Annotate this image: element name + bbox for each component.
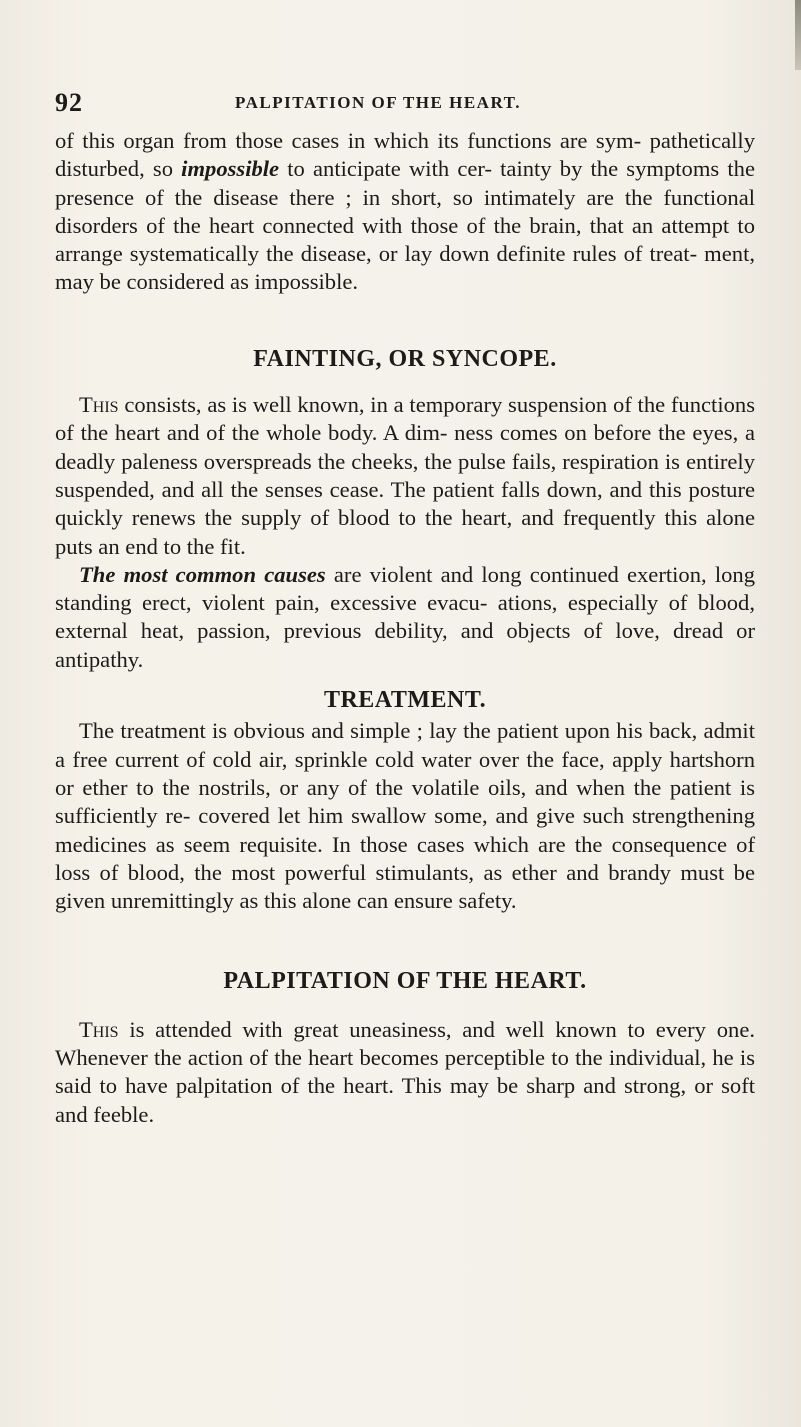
lead-word: This [79,392,119,418]
paragraph-palpitation [55,1016,755,1129]
emphasis-text: impossible [181,156,280,182]
paragraph-causes [55,561,755,674]
section-heading-treatment: TREATMENT. [323,687,487,714]
paragraph-text: to anticipate with cer- tainty by the symptoms the presence of the disease there ; in short, so intimately are the functional disorders of the heart connected with those of the brain, that an attempt to arrange systematically the disease, or lay down definite rules of treat- ment, may be considered as impossible. [55,156,755,295]
paragraph-text: are violent and long continued exertion, long standing erect, violent pain, excessive evacu- ations, especially of blood, external heat, passion, previous debility, and objects of love, dread or antipathy. [55,561,755,672]
paragraph-fainting [55,391,755,561]
section-heading-fainting: FAINTING, OR SYNCOPE. [253,345,557,372]
running-head [55,88,755,117]
paragraph-text: is attended with great uneasiness, and well known to every one. Whenever the action of the heart becomes perceptible to the individual, he is said to have palpitation of the heart. This may be sharp and strong, or soft and feeble. [55,1016,755,1127]
paragraph-text: consists, as is well known, in a temporary suspension of the functions of the heart and of the whole body. A dim- ness comes on before the eyes, a deadly paleness overspreads the cheeks, the pulse fails, respiration is entirely suspended, and all the senses cease. The patient falls down, and this posture quickly renews the supply of blood to the heart, and frequently this alone puts an end to the fit. [55,392,755,559]
lead-word: This [79,1016,119,1042]
paragraph-treatment: The treatment is obvious and simple ; lay the patient upon his back, admit a free current of cold air, sprinkle cold water over the face, apply hartshorn or ether to the nostrils, or any of the volatile oils, and when the patient is sufficiently re- covered let him swallow some, and give such strengthening medicines as seem requisite. In those cases which are the consequence of loss of blood, the most powerful stimulants, as ether and brandy must be given unremittingly as this alone can ensure safety. [55,718,755,914]
page-number: 92 [55,88,83,117]
body-text [55,127,755,1129]
paragraph-text: of this organ from those cases in which its functions are sym- pathetically disturbed, so [55,128,755,182]
emphasis-text: The most common causes [79,561,326,587]
paragraph-continuation [55,127,755,297]
running-title: PALPITATION OF THE HEART. [235,93,521,112]
page-edge-shadow [795,0,801,70]
section-heading-palpitation: PALPITATION OF THE HEART. [223,968,587,995]
